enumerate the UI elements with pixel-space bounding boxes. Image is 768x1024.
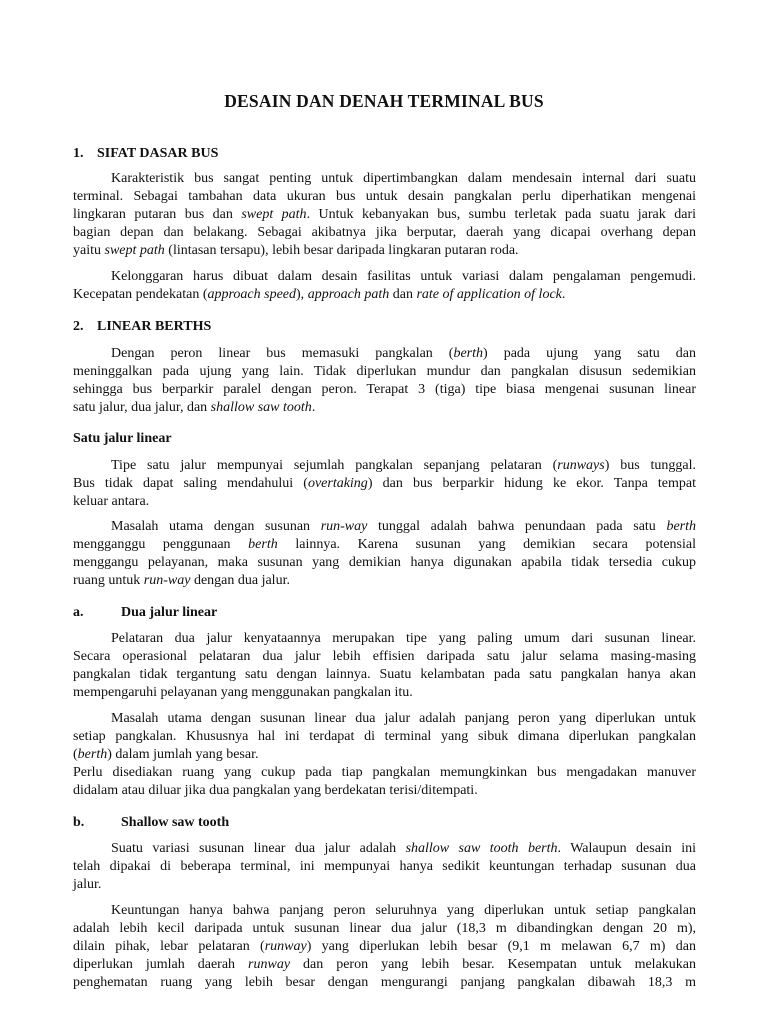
italic-term: runway <box>264 939 307 954</box>
text-line <box>73 475 696 493</box>
text-run: yaitu <box>73 243 105 258</box>
text-run: ) dalam jumlah yang besar. <box>107 747 259 762</box>
paragraph-6 <box>73 630 696 702</box>
text-line: keluar antara. <box>73 494 150 509</box>
section-title: LINEAR BERTHS <box>97 319 212 334</box>
text-line: mempengaruhi pelayanan yang menggunakan pangkalan itu. <box>73 685 413 700</box>
text-line: bagian depan dan belakang. Sebagai akibatnya jika berputar, daerah yang dicapai overhang depan <box>73 225 696 240</box>
text-run: . <box>561 287 566 302</box>
text-run: Suatu variasi susunan linear dua jalur adalah <box>111 841 406 856</box>
text-run: satu jalur, dua jalur, dan <box>73 400 211 415</box>
text-run: dan <box>389 287 417 302</box>
text-run: ruang untuk <box>73 573 144 588</box>
italic-term: run-way <box>143 573 191 588</box>
italic-term: berth <box>248 537 278 552</box>
italic-term: berth <box>77 747 108 762</box>
paragraph-4 <box>73 457 696 511</box>
section-heading-1 <box>73 146 218 162</box>
paragraph-7 <box>73 710 696 764</box>
italic-term: shallow saw tooth berth <box>405 841 558 856</box>
text-line: terminal. Sebagai tambahan data ukuran bus untuk desain pangkalan perlu diperhatikan mengenai <box>73 189 696 204</box>
text-run: Masalah utama dengan susunan <box>111 519 321 534</box>
text-run: Kecepatan pendekatan ( <box>73 287 208 302</box>
paragraph-9 <box>73 840 696 894</box>
text-run: . Untuk kebanyakan bus, sumbu terletak pada suatu jarak dari <box>306 207 696 222</box>
text-line: Karakteristik bus sangat penting untuk dipertimbangkan dalam mendesain internal dari suatu <box>111 171 696 186</box>
text-line: telah dipakai di beberapa terminal, ini mempunyai hanya sedikit keuntungan terhadap susunan dua <box>73 859 696 874</box>
text-line <box>73 206 696 224</box>
text-run: dan peron yang lebih besar. Kesempatan untuk melakukan <box>290 957 696 972</box>
paragraph-2 <box>73 268 696 304</box>
subsection-letter: a. <box>73 605 84 620</box>
text-line: jalur. <box>73 877 102 892</box>
subsection-heading-a <box>73 605 217 621</box>
text-line <box>73 536 696 554</box>
text-line <box>73 286 696 304</box>
text-line <box>73 457 696 475</box>
text-run: . <box>311 400 316 415</box>
text-line: pangkalan tidak tergantung satu dengan lainnya. Suatu kelambatan pada satu pangkalan hanya akan <box>73 667 696 682</box>
text-line: meninggalkan pada ujung yang lain. Tidak diperlukan mundur dan pangkalan disusun sedemikian <box>73 364 696 379</box>
subsection-letter: b. <box>73 815 85 830</box>
text-run: Tipe satu jalur mempunyai sejumlah pangkalan sepanjang pelataran ( <box>111 458 558 473</box>
text-line: setiap pangkalan. Khususnya hal ini terdapat di terminal yang sibuk dimana diperlukan pangkalan <box>73 729 696 744</box>
text-line: Keuntungan hanya bahwa panjang peron seluruhnya yang diperlukan untuk setiap pangkalan <box>111 903 696 918</box>
text-line: didalam atau diluar jika dua pangkalan yang berdekatan terisi/ditempati. <box>73 783 478 798</box>
text-run: ( <box>73 747 78 762</box>
italic-term: swept path <box>241 207 307 222</box>
text-line: Secara operasional pelataran dua jalur lebih effisien daripada satu jalur selama masing-masing <box>73 649 696 664</box>
text-run: diperlukan jumlah daerah <box>73 957 249 972</box>
section-number: 1. <box>73 146 84 161</box>
text-line <box>73 345 696 363</box>
italic-term: runway <box>248 957 291 972</box>
subsection-heading-b <box>73 815 229 831</box>
italic-term: shallow saw tooth <box>210 400 312 415</box>
section-heading-2 <box>73 319 211 335</box>
text-line: penghematan ruang yang lebih besar dengan mengurangi panjang pangkalan dibawah 18,3 m <box>73 975 696 990</box>
text-line <box>73 242 696 260</box>
text-line <box>73 399 696 417</box>
text-line <box>73 938 696 956</box>
paragraph-5 <box>73 518 696 590</box>
text-run: dengan dua jalur. <box>190 573 290 588</box>
text-run: . Walaupun desain ini <box>557 841 697 856</box>
italic-term: approach path <box>307 287 390 302</box>
italic-term: approach speed <box>207 287 297 302</box>
text-run: dilain pihak, lebar pelataran ( <box>73 939 265 954</box>
text-run: ) yang diperlukan lebih besar (9,1 m melawan 6,7 m) dan <box>306 939 696 954</box>
text-line: sehingga bus berparkir paralel dengan peron. Terapat 3 (tiga) tipe biasa mengenai susunan linear <box>73 382 696 397</box>
section-title: SIFAT DASAR BUS <box>97 146 219 161</box>
text-run: mengganggu penggunaan <box>73 537 249 552</box>
text-line <box>73 518 696 536</box>
document-title: DESAIN DAN DENAH TERMINAL BUS <box>224 91 544 111</box>
paragraph-10 <box>73 902 696 992</box>
italic-term: berth <box>453 346 484 361</box>
italic-term: run-way <box>320 519 368 534</box>
text-run: lainnya. Karena susunan yang demikian secara potensial <box>277 537 696 552</box>
text-line: adalah lebih kecil daripada untuk susunan linear dua jalur (18,3 m dibandingkan dengan 20 m), <box>73 921 696 936</box>
text-run: ) dan bus berparkir hidung ke ekor. Tanpa tempat <box>367 476 697 491</box>
text-line <box>73 572 696 590</box>
italic-term: rate of application of lock <box>416 287 562 302</box>
text-line: menggangu pelayanan, maka susunan yang demikian hanya digunakan apabila tidak tersedia cukup <box>73 555 696 570</box>
section-number: 2. <box>73 319 84 334</box>
text-run: ), <box>296 287 308 302</box>
italic-term: swept path <box>104 243 165 258</box>
text-run: Bus tidak dapat saling mendahului ( <box>73 476 308 491</box>
text-run: ) bus tunggal. <box>604 458 696 473</box>
text-line: Perlu disediakan ruang yang cukup pada tiap pangkalan memungkinkan bus mengadakan manuver <box>73 765 696 780</box>
text-run: lingkaran putaran bus dan <box>73 207 242 222</box>
text-run: Dengan peron linear bus memasuki pangkalan ( <box>111 346 454 361</box>
paragraph-8 <box>73 764 696 800</box>
subsection-title: Shallow saw tooth <box>121 815 230 830</box>
italic-term: runways <box>557 458 605 473</box>
text-line: Pelataran dua jalur kenyataannya merupakan tipe yang paling umum dari susunan linear. <box>111 631 696 646</box>
text-run: ) pada ujung yang satu dan <box>483 346 696 361</box>
paragraph-3 <box>73 345 696 417</box>
text-line: Kelonggaran harus dibuat dalam desain fasilitas untuk variasi dalam pengalaman pengemudi. <box>111 269 696 284</box>
subheading-satu-jalur: Satu jalur linear <box>73 431 172 446</box>
text-line <box>73 840 696 858</box>
subsection-title: Dua jalur linear <box>121 605 218 620</box>
text-line: Masalah utama dengan susunan linear dua jalur adalah panjang peron yang diperlukan untuk <box>111 711 696 726</box>
paragraph-1 <box>73 170 696 260</box>
text-line <box>73 746 696 764</box>
text-run: (lintasan tersapu), lebih besar daripada lingkaran putaran roda. <box>164 243 519 258</box>
text-line <box>73 956 696 974</box>
italic-term: overtaking <box>307 476 368 491</box>
italic-term: berth <box>666 519 696 534</box>
text-run: tunggal adalah bahwa penundaan pada satu <box>367 519 667 534</box>
